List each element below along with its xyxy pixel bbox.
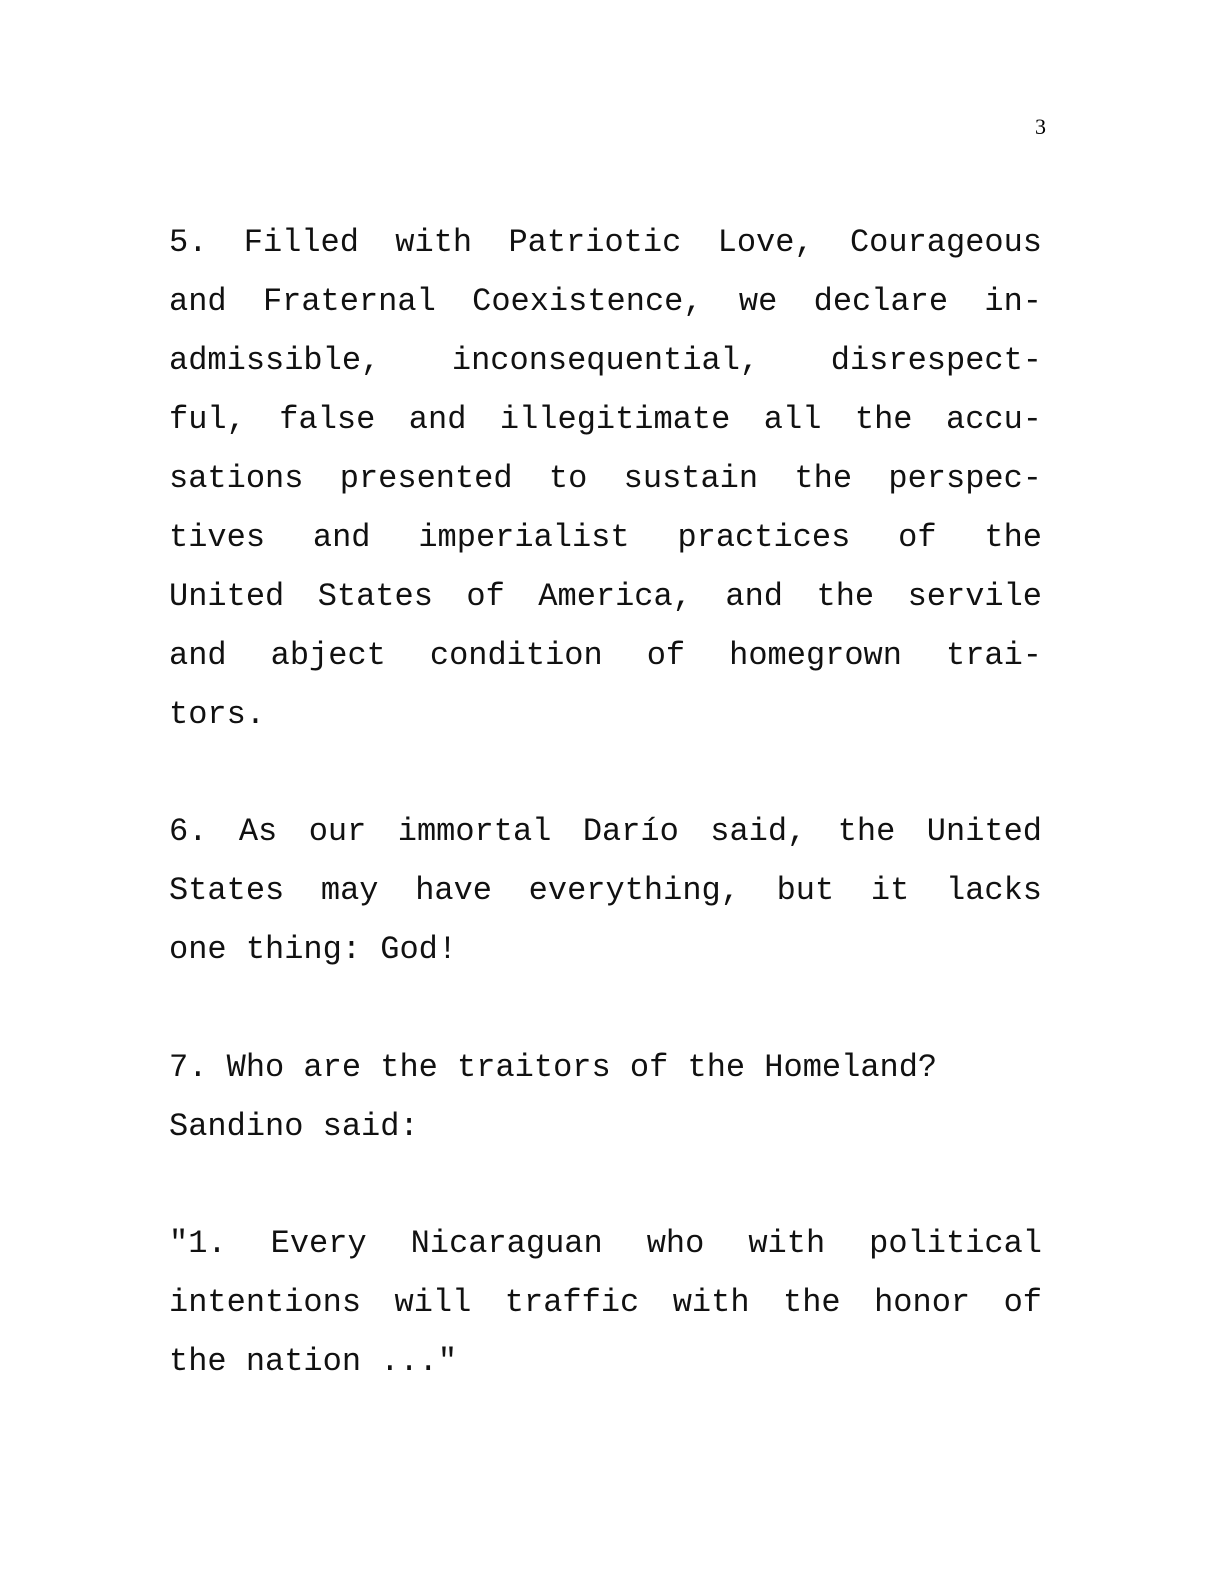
paragraph-5	[169, 213, 1042, 744]
page-number: 3	[1035, 114, 1046, 139]
text-line: States may have everything, but it lacks	[169, 872, 1042, 909]
text-line: the nation ..."	[169, 1343, 458, 1380]
text-line: Sandino said:	[169, 1108, 419, 1145]
paragraph-6	[169, 802, 1042, 979]
text-line: admissible, inconsequential, disrespect-	[169, 342, 1042, 379]
text-line: United States of America, and the servile	[169, 578, 1042, 615]
text-line: tives and imperialist practices of the	[169, 519, 1042, 556]
text-line: 5. Filled with Patriotic Love, Courageous	[169, 224, 1042, 261]
text-line: intentions will traffic with the honor of	[169, 1284, 1042, 1321]
sandino-quote	[169, 1214, 1042, 1391]
text-line: tors.	[169, 696, 266, 733]
text-line: sations presented to sustain the perspec-	[169, 460, 1042, 497]
text-line: and abject condition of homegrown trai-	[169, 637, 1042, 674]
text-line: one thing: God!	[169, 931, 458, 968]
paragraph-7	[169, 1038, 1042, 1156]
text-line: ful, false and illegitimate all the accu-	[169, 401, 1042, 438]
text-line: 7. Who are the traitors of the Homeland?	[169, 1049, 938, 1086]
text-line: "1. Every Nicaraguan who with political	[169, 1225, 1042, 1262]
text-line: 6. As our immortal Darío said, the United	[169, 813, 1042, 850]
text-line: and Fraternal Coexistence, we declare in-	[169, 283, 1042, 320]
